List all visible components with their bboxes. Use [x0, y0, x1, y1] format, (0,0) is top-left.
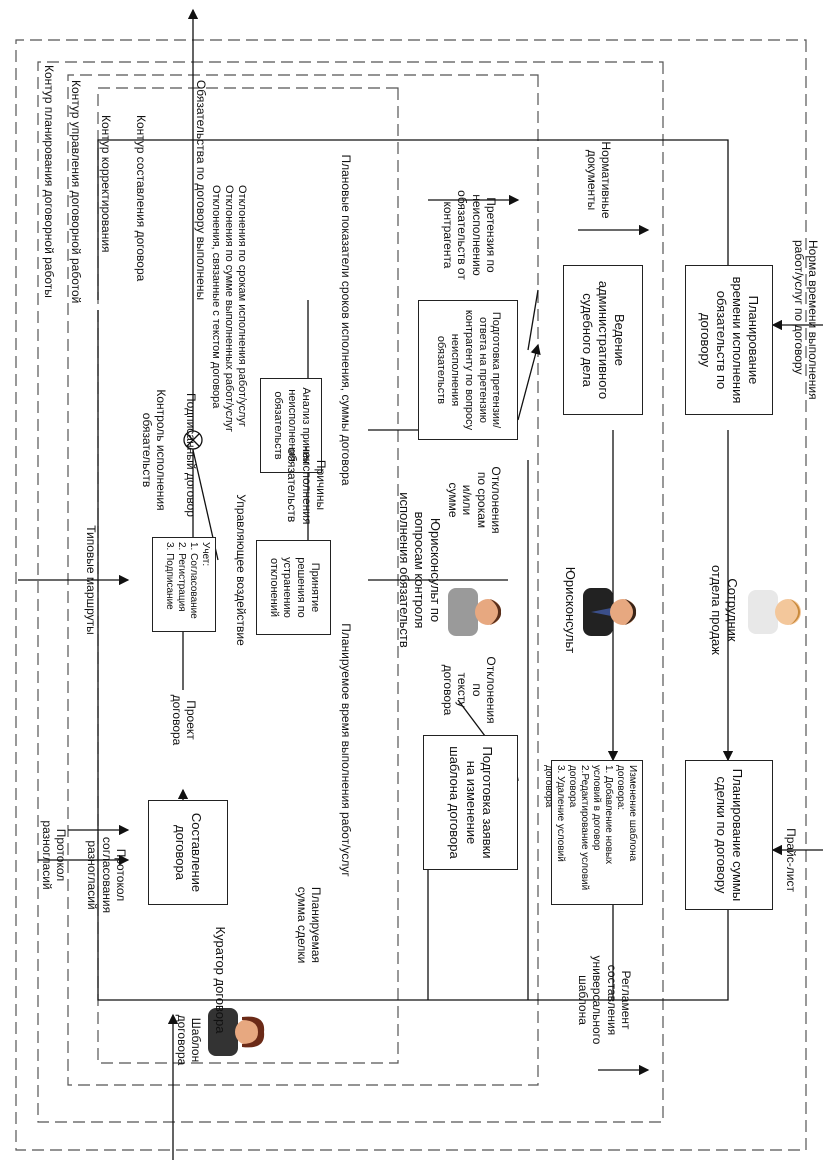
label-template: Шаблон договора — [174, 1014, 203, 1066]
person-lawyer-icon — [581, 580, 643, 644]
box-analysis: Анализ причин неисполнения обязательств — [260, 378, 322, 473]
label-contour-manage: Контур управления договорной работой — [69, 80, 83, 304]
box-account — [152, 537, 216, 632]
box-decision: Принятие решения по устранению отклонений — [256, 540, 331, 635]
label-planned-indicators: Плановые показатели сроков исполнения, суммы договора — [339, 154, 353, 486]
template-change-item: 3. Удаление условий договора — [543, 765, 566, 862]
label-normative: Нормативные документы — [584, 141, 613, 219]
label-dev-terms: Отклонения по срокам и/или сумме — [445, 466, 503, 534]
label-signed: Подписанный договор — [184, 393, 198, 517]
label-claims: Претензия по неисполнению обязательств от контрагента — [440, 190, 498, 280]
account-item: 2. Регистрация — [176, 542, 187, 612]
box-plan-time: Планирование времени исполнения обязательств по договору — [685, 265, 773, 415]
label-protocol-agree: Протокол согласования разногласий — [85, 836, 128, 914]
box-plan-sum: Планирование суммы сделки по договору — [685, 760, 773, 910]
label-reasons: Причины неисполнения обязательств — [285, 445, 328, 525]
person-sales-icon — [746, 580, 808, 644]
label-obligations-done: Обязательства по договору выполнены — [194, 79, 208, 301]
box-request: Подготовка заявки на изменение шаблона договора — [423, 735, 518, 870]
template-change-item: 2.Редактирование условий договора — [567, 765, 590, 891]
label-price: Прайс-лист — [784, 828, 798, 892]
label-control-action: Управляющее воздействие — [234, 494, 248, 646]
box-claim: Подготовка претензии/ответа на претензию контрагенту по вопросу неисполнения обязательств — [418, 300, 518, 440]
label-routes: Типовые маршруты — [84, 525, 98, 635]
person-lawyer-control-icon — [446, 580, 508, 644]
account-title: Учет: — [200, 542, 211, 567]
label-planned-sum: Планируемая сумма сделки — [294, 886, 323, 964]
template-change-item: 1. Добавление новых условий в договор — [591, 765, 614, 865]
person-lawyer-control-label: Юрисконсульт по вопросам контроля исполнения обязательств — [396, 492, 443, 648]
label-contour-plan: Контур планирования договорной работы — [42, 65, 56, 298]
box-template-change — [543, 760, 643, 905]
box-compose: Составление договора — [148, 800, 228, 905]
label-contour-compose: Контур составления договора — [134, 115, 148, 282]
label-regulation: Регламент составления универсального шаблона — [575, 955, 633, 1045]
label-protocol-diff: Протокол разногласий — [39, 820, 68, 890]
label-deviations: Отклонения по срокам исполнения работ/услуг Отклонения по сумме выполненных работ/услуг Отклонения, связанные с текстом договора — [209, 185, 248, 433]
account-item: 1. Согласование — [188, 542, 199, 619]
label-project: Проект договора — [169, 694, 198, 746]
label-control-exec: Контроль исполнения обязательств — [139, 389, 168, 511]
label-contour-correct: Контур корректирования — [99, 115, 113, 253]
person-lawyer-label: Юрисконсульт — [563, 566, 578, 654]
account-item: 3. Подписание — [164, 542, 175, 610]
label-planned-time: Планируемое время выполнения работ/услуг — [339, 623, 353, 877]
template-change-title: Изменение шаблона договора: — [615, 765, 638, 862]
box-court: Ведение административного судебного дела — [563, 265, 643, 415]
label-dev-text: Отклонения по тексту договора — [440, 656, 498, 724]
person-curator-label: Куратор договора — [213, 926, 228, 1034]
label-norm: Норма времени выполнения работ/услуг по договору — [791, 240, 820, 400]
person-sales-label: Сотрудник отдела продаж — [709, 564, 740, 655]
